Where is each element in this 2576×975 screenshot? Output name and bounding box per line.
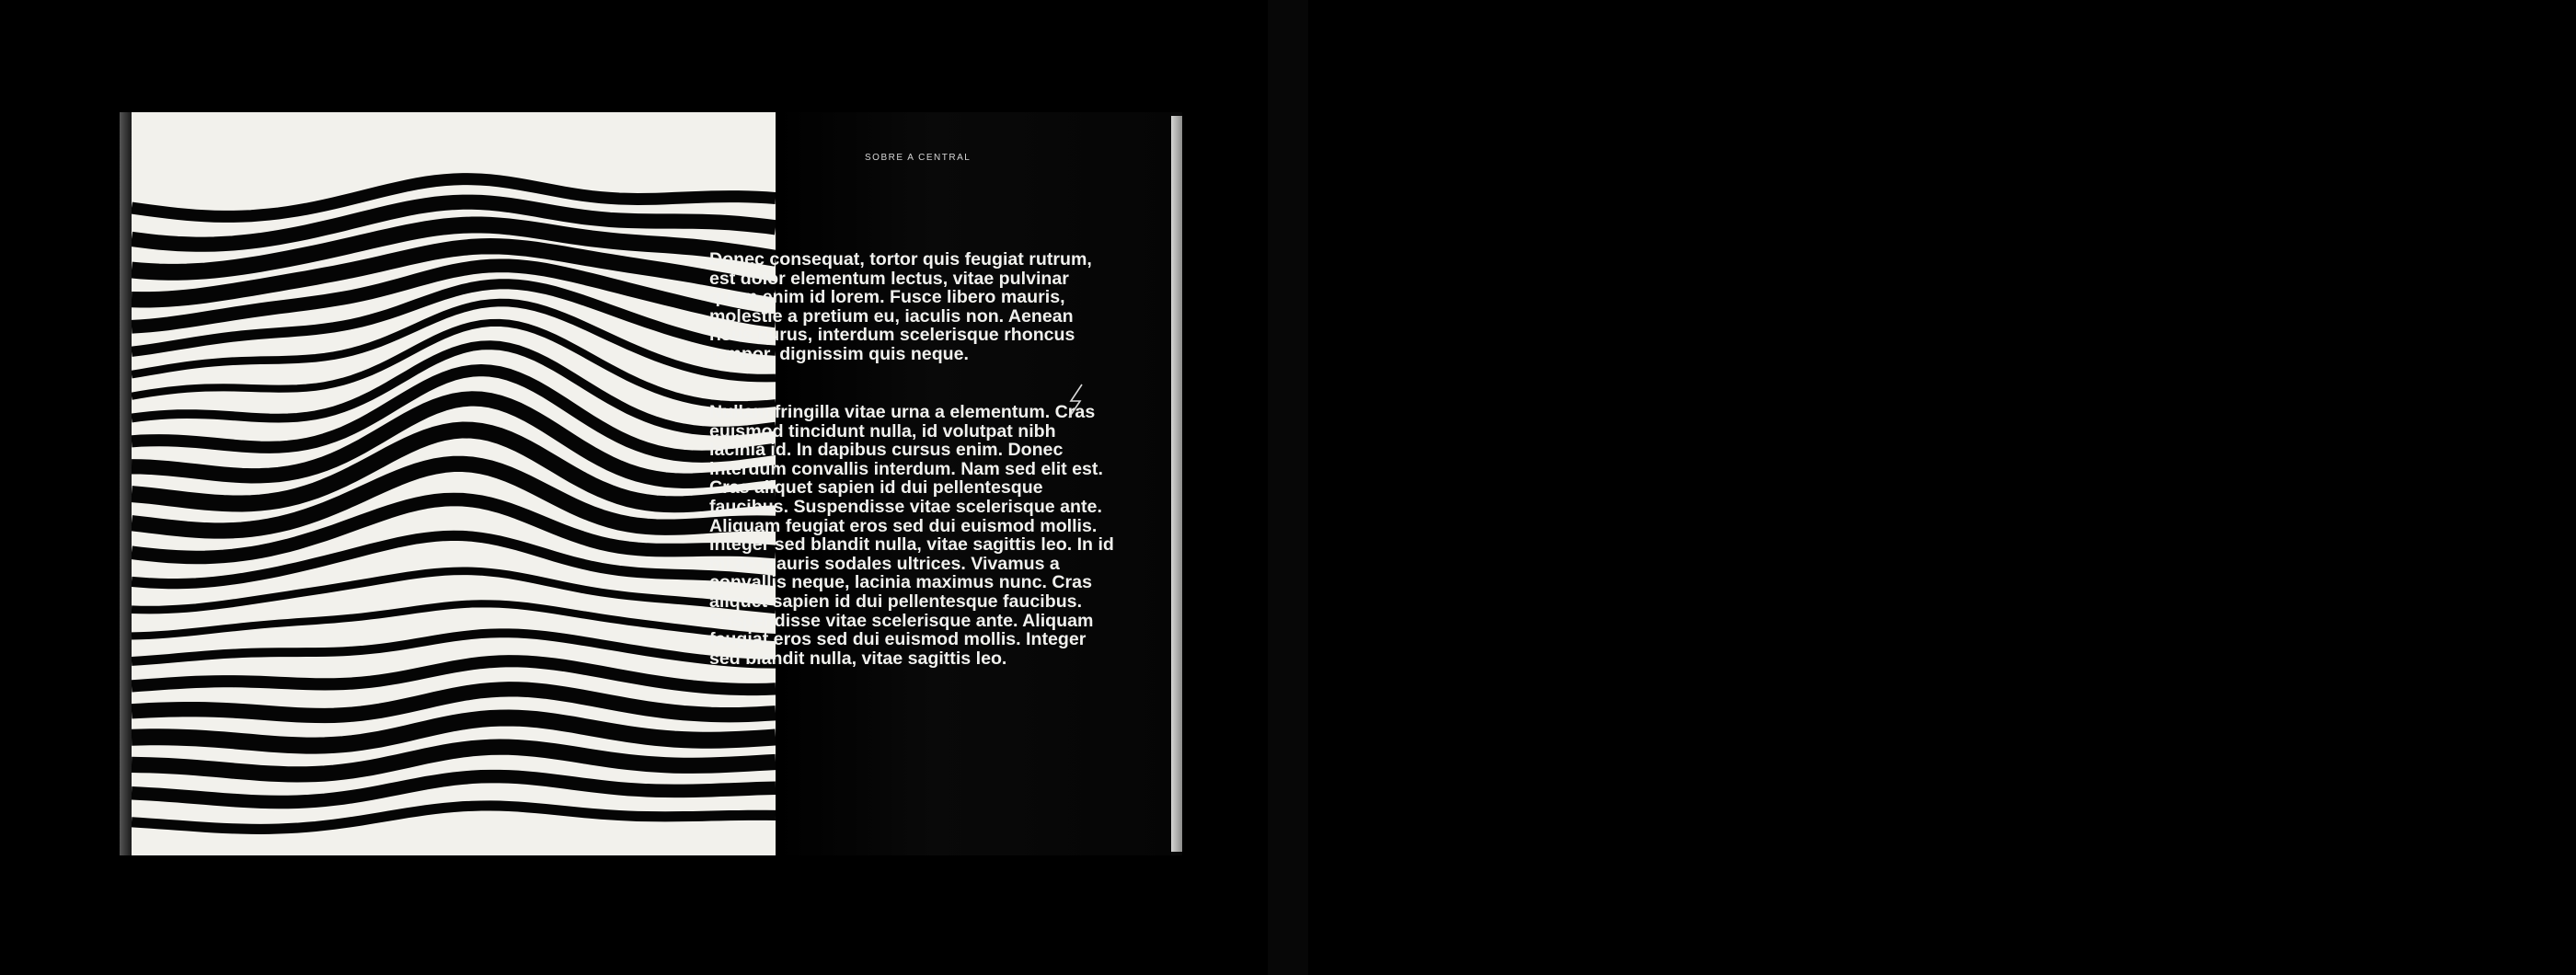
left-mockup-panel [0,0,1268,975]
wave-line [132,806,776,830]
wave-line [132,689,776,716]
wave-lines-graphic [132,112,776,855]
page-edge [1171,116,1182,852]
body-paragraph-2: Nullam fringilla vitae urna a elementum. Cras euismod tincidunt nulla, id volutpat nibh lacinia id. In dapibus cursus enim. Donec interdum convallis interdum. Nam sed elit est. Cras aliquet sapien id dui pellentesque faucibus. Suspendisse vitae scelerisque ante. Aliquam feugiat eros sed dui euismod mollis. Integer sed blandit nulla, vitae sagittis leo. In id mi ac mauris sodales ultrices. Vivamus a convallis neque, lacinia maximus nunc. Cras aliquet sapien id dui pellentesque faucibus. Suspendisse vitae scelerisque ante. Aliquam feugiat eros sed dui euismod mollis. Integer sed blandit nulla, vitae sagittis leo. [709,402,1114,669]
wave-line [132,776,776,802]
wave-line [132,661,776,690]
op-art-wave-illustration [132,112,776,855]
lightning-doodle-icon [1064,383,1091,419]
wave-line [132,747,776,774]
book-spine [120,112,132,855]
running-head: SOBRE A CENTRAL [865,153,972,163]
body-paragraph-1: Donec consequat, tortor quis feugiat rutrum, est dolor elementum lectus, vitae pulvinar quam enim id lorem. Fusce libero mauris, molestie a pretium eu, iaculis non. Aenean risus purus, interdum scelerisque rhoncus tempor, dignissim quis neque. [709,249,1092,364]
wave-line [132,718,776,746]
wave-line [132,633,776,663]
book-spread-left [120,112,1182,855]
right-mockup-panel [1308,0,2576,975]
